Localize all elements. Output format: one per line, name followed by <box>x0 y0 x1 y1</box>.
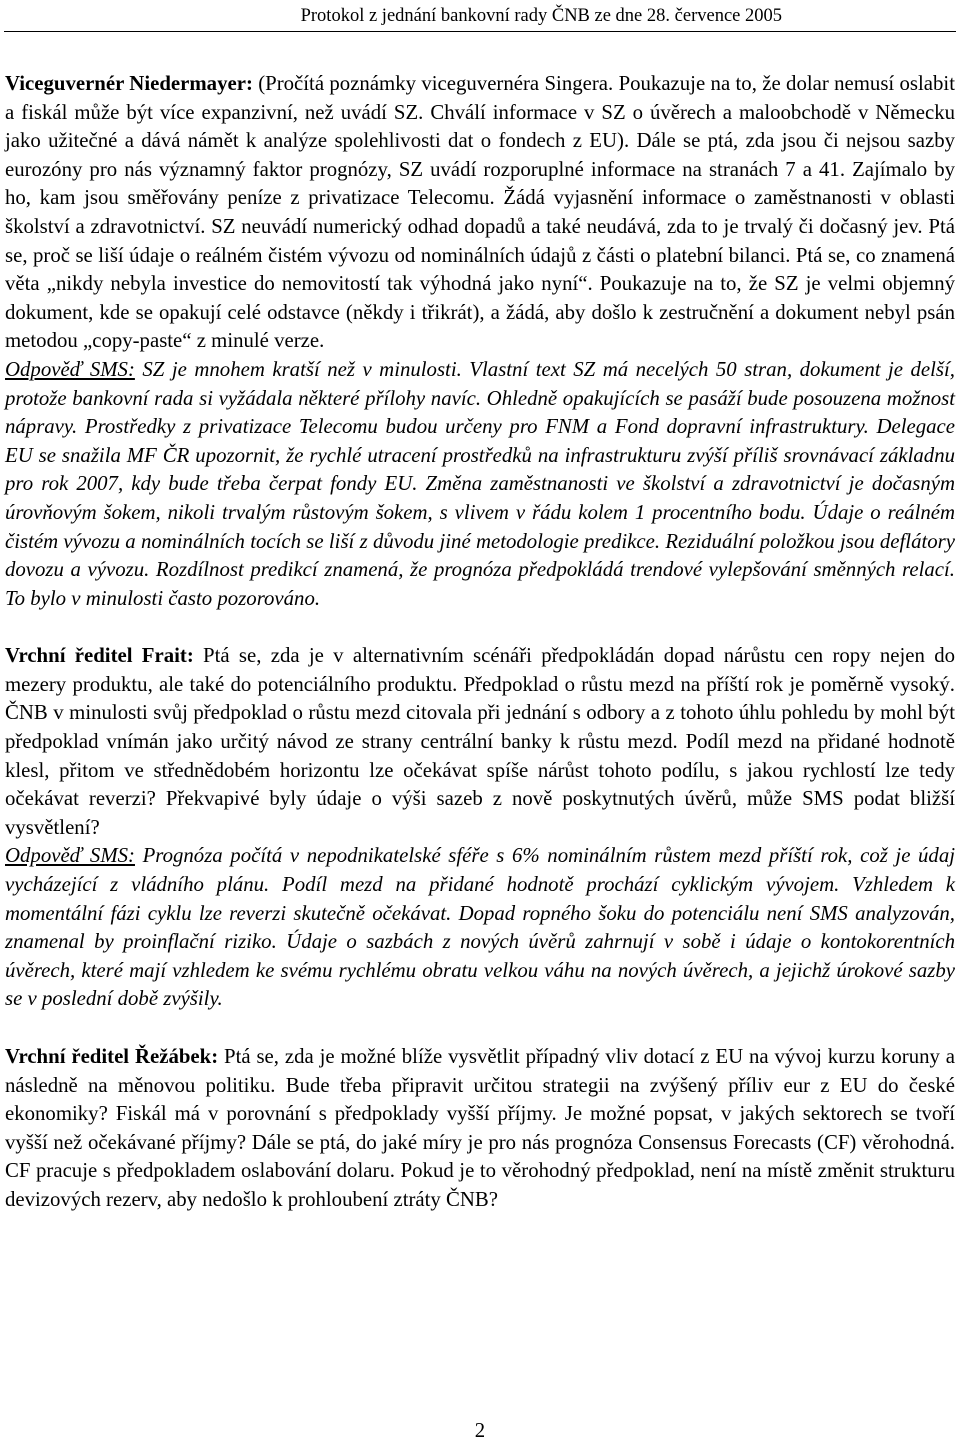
running-header: Protokol z jednání bankovní rady ČNB ze dne 28. července 2005 <box>300 6 782 26</box>
speaker-name: Vrchní ředitel Řežábek: <box>5 1045 219 1068</box>
header-rule <box>4 31 956 32</box>
speaker-name: Viceguvernér Niedermayer: <box>5 72 253 95</box>
paragraph-rezabek <box>5 1043 955 1215</box>
paragraph-frait <box>5 642 955 1014</box>
paragraph-niedermayer <box>5 70 955 613</box>
paragraph-text: Ptá se, zda je v alternativním scénáři předpokládán dopad nárůstu cen ropy nejen do mezery produktu, ale také do potenciálního produktu. Předpoklad o růstu mezd na příští rok je poměrně vysoký. ČNB v minulosti svůj předpoklad o růstu mezd citovala při jednání s odbory a z tohoto úhlu pohledu by mohl být předpoklad vnímán jako určitý návod ze strany centrální banky k růstu mezd. Podíl mezd na přidané hodnotě klesl, přitom ve střednědobém horizontu lze očekávat spíše nárůst tohoto podílu, s jakou rychlostí lze tedy očekávat reverzi? Překvapivé byly údaje o výši sazeb z nově poskytnutých úvěrů, může SMS podat bližší vysvětlení? <box>5 644 956 839</box>
speaker-name: Vrchní ředitel Frait: <box>5 644 194 668</box>
answer-label: Odpověď SMS: <box>5 357 135 381</box>
paragraph-text: (Pročítá poznámky viceguvernéra Singera. Poukazuje na to, že dolar nemusí oslabit a fiskál může být více expanzivní, než uvádí SZ. Chválí informace v SZ o úvěrech a maloobchodě v Německu jako užitečné a dává námět k analýze spolehlivosti dat o fondech z EU). Dále se ptá, zda jsou či nejsou sazby eurozóny pro nás významný faktor prognózy, SZ uvádí rozporuplné informace na stranách 7 a 41. Zajímalo by ho, kam jsou směřovány peníze z privatizace Telecomu. Žádá vyjasnění informace o zaměstnanosti v oblasti školství a zdravotnictví. SZ neuvádí numerický odhad dopadů a také neudává, zda to je trvalý či dočasný jev. Ptá se, proč se liší údaje o reálném čistém vývozu od nominálních údajů z části o platební bilanci. Ptá se, co znamená věta „nikdy nebyla investice do nemovitostí tak výhodná jako nyní“. Poukazuje na to, že SZ je velmi objemný dokument, kde se opakují celé odstavce (někdy i třikrát), a žádá, aby došlo k zestručnění a dokument nebyl psán metodou „copy-paste“ z minulé verze. <box>5 72 955 353</box>
answer-text: Prognóza počítá v nepodnikatelské sféře s 6% nominálním růstem mezd příští rok, což je údaj vycházející z vládního plánu. Podíl mezd na přidané hodnotě prochází cyklickým vývojem. Vzhledem k momentální fázi cyklu lze reverzi skutečně očekávat. Dopad ropného šoku do potenciálu není SMS analyzován, znamenal by proinflační riziko. Údaje o sazbách z nových úvěrů zahrnují v sobě i údaje o kontokorentních úvěrech, které mají vzhledem ke svému rychlému obratu velkou váhu na nových úvěrech, a jejichž úrokové sazby se v poslední době zvýšily. <box>5 844 955 1011</box>
paragraph-text: Ptá se, zda je možné blíže vysvětlit případný vliv dotací z EU na vývoj kurzu koruny a následně na měnovou politiku. Bude třeba připravit určitou strategii na zvýšený příliv eur z EU do české ekonomiky? Fiskál má v porovnání s předpoklady vyšší příjmy. Je možné popsat, v jakých sektorech se tvoří vyšší než očekávané příjmy? Dále se ptá, do jaké míry je pro nás prognóza Consensus Forecasts (CF) věrohodná. CF pracuje s předpokladem oslabování dolaru. Pokud je to věrohodný předpoklad, není na místě změnit strukturu devizových rezerv, aby nedošlo k prohloubení ztráty ČNB? <box>5 1045 956 1211</box>
page-number: 2 <box>474 1419 486 1442</box>
document-body <box>5 70 955 1215</box>
answer-text: SZ je mnohem kratší než v minulosti. Vlastní text SZ má necelých 50 stran, dokument je delší, protože bankovní rada si vyžádala některé přílohy navíc. Ohledně opakujících se pasáží bude posouzena možnost nápravy. Prostředky z privatizace Telecomu budou určeny pro FNM a Fond dopravní infrastruktury. Delegace EU se snažila MF ČR upozornit, že rychlé utracení prostředků na infrastrukturu zvýší příliš srovnávací základnu pro rok 2007, kdy bude třeba čerpat fondy EU. Změna zaměstnanosti ve školství a zdravotnictví je dočasným úrovňovým šokem, nikoli trvalým růstovým šokem, s vlivem v řádu kolem 1 procentního bodu. Údaje o reálném čistém vývozu a nominálních tocích se liší z důvodu jiné metodologie predikce. Reziduální položkou jsou deflátory dovozu a vývozu. Rozdílnost predikcí znamená, že prognóza předpokládá trendové vylepšování směnných relací. To bylo v minulosti často pozorováno. <box>5 357 956 610</box>
answer-label: Odpověď SMS: <box>5 844 135 868</box>
